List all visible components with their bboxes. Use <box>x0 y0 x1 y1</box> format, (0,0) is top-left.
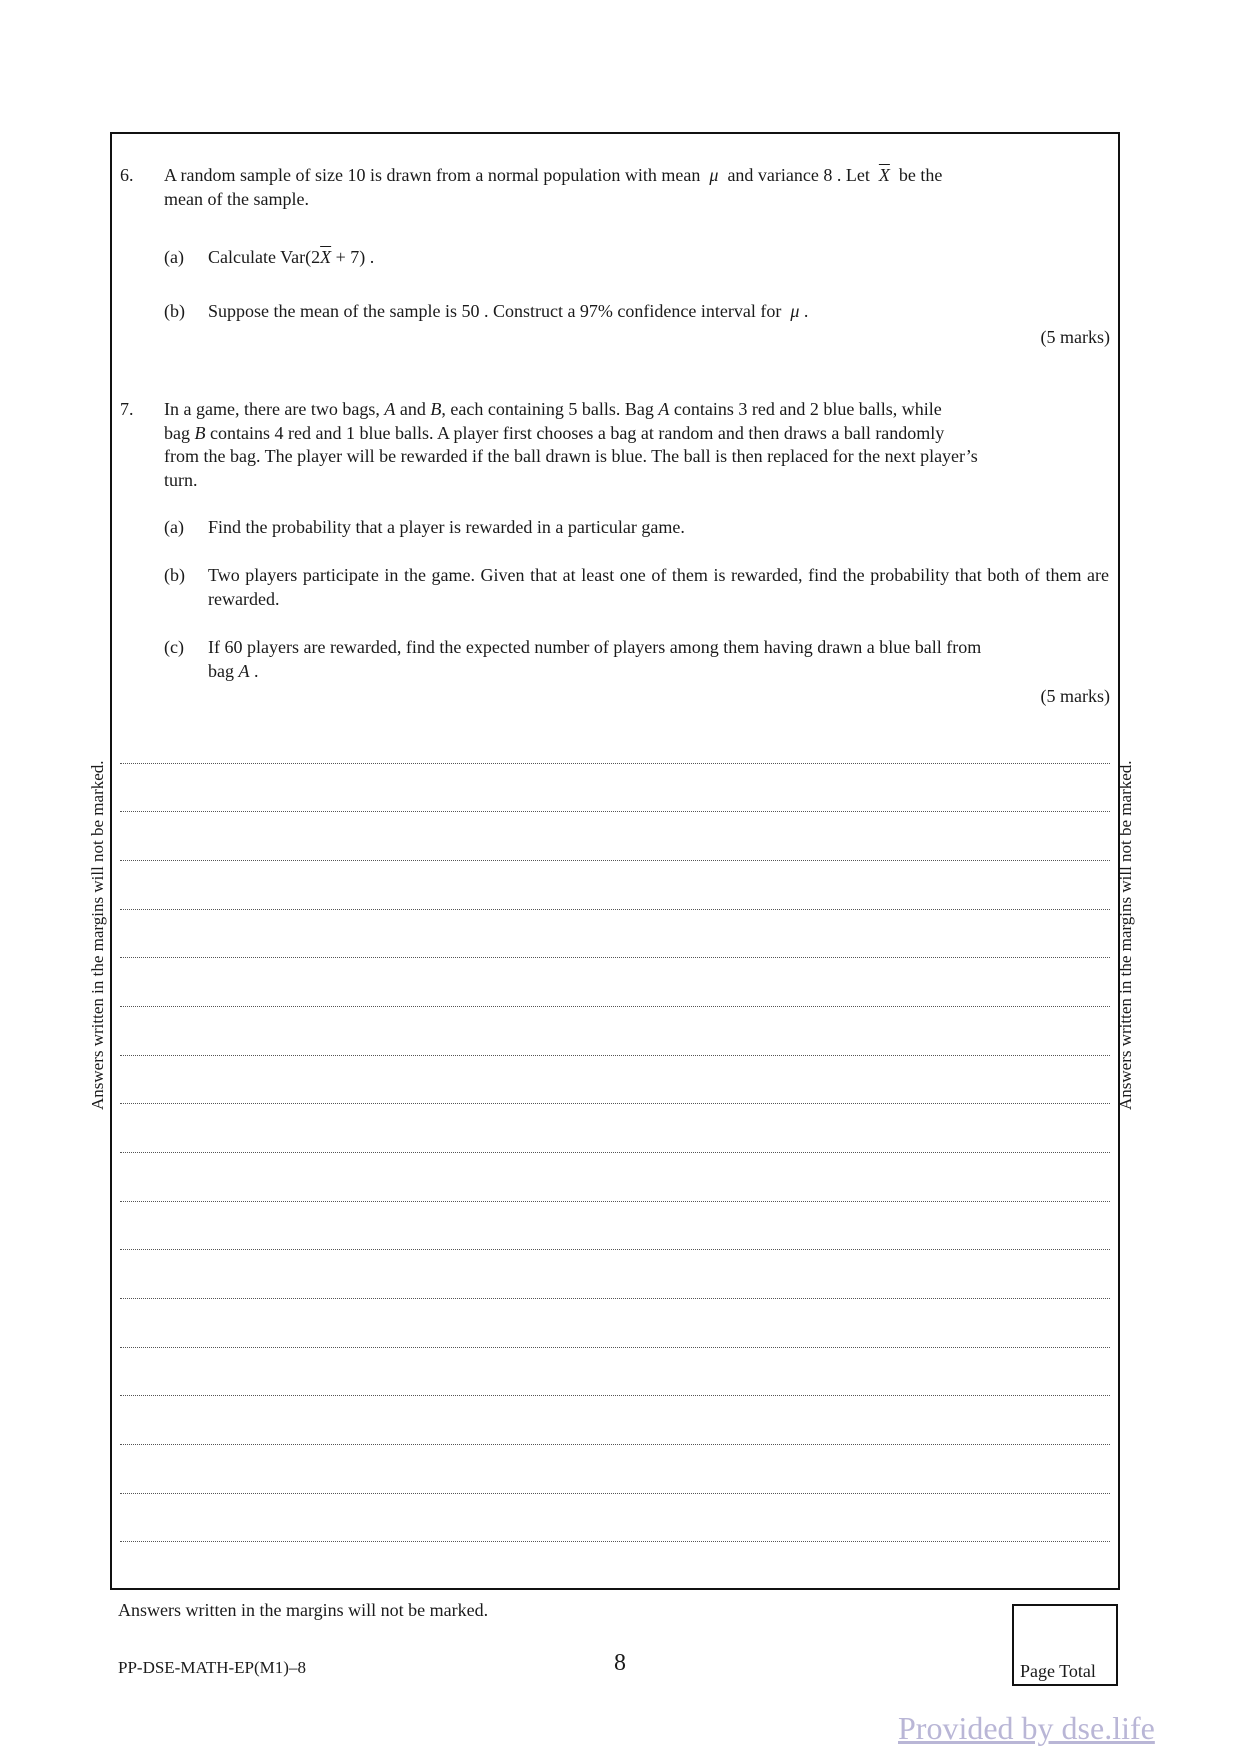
part-text <box>208 246 1109 270</box>
bag-b-symbol: B <box>430 399 442 419</box>
mu-symbol: μ <box>709 165 719 185</box>
q7-stem-text-2: , each containing 5 balls. Bag <box>441 399 654 419</box>
left-margin-note: Answers written in the margins will not be marked. <box>88 760 107 1110</box>
answer-line[interactable] <box>120 763 1110 764</box>
q6b-text-pre: Suppose the mean of the sample is 50 . Construct a 97% confidence interval for <box>208 301 782 321</box>
page-total-label: Page Total <box>1020 1661 1096 1681</box>
xbar-symbol: $\overline{X}$ <box>320 247 332 267</box>
right-margin-note: Answers written in the margins will not be marked. <box>1116 760 1135 1110</box>
part-text: Find the probability that a player is rewarded in a particular game. <box>208 517 685 537</box>
mu-symbol: μ <box>790 301 800 321</box>
q7-stem-and: and <box>399 399 426 419</box>
question-6-marks: (5 marks) <box>1040 327 1110 347</box>
q7-stem-text-3: contains 3 red and 2 blue balls, while <box>673 399 942 419</box>
q6a-text-post: + 7) . <box>331 247 375 267</box>
q7-stem-text-5: contains 4 red and 1 blue balls. A player first chooses a bag at random and then draws a ball randomly <box>210 422 945 443</box>
part-label: (b) <box>164 301 185 321</box>
answer-line[interactable] <box>120 1201 1110 1202</box>
question-7-stem <box>164 398 1109 492</box>
footer-margin-note: Answers written in the margins will not be marked. <box>118 1600 489 1620</box>
answer-line[interactable] <box>120 1055 1110 1056</box>
answer-line[interactable] <box>120 1006 1110 1007</box>
part-text <box>208 636 1109 683</box>
q6-stem-text-3: be the <box>898 165 943 185</box>
q6-stem-text-2: and variance 8 . Let <box>727 165 870 185</box>
q7-stem-text-6: from the bag. The player will be rewarded if the ball drawn is blue. The ball is then replaced for the next player’s <box>164 446 978 466</box>
answer-line[interactable] <box>120 1347 1110 1348</box>
bag-a-symbol: A <box>658 399 670 419</box>
part-text: Two players participate in the game. Given that at least one of them is rewarded, find the probability that both of them are rewarded. <box>208 565 1109 609</box>
q6b-text-post: . <box>799 301 809 321</box>
q6-stem-text-4: mean of the sample. <box>164 188 309 209</box>
bag-a-symbol: A <box>384 399 396 419</box>
answer-line[interactable] <box>120 1395 1110 1396</box>
question-6-number: 6. <box>120 165 134 185</box>
q7c-text-2: bag <box>208 660 234 681</box>
xbar-symbol: $\overline{X}$ <box>878 165 890 185</box>
answer-line[interactable] <box>120 1541 1110 1542</box>
answer-line[interactable] <box>120 1249 1110 1250</box>
answer-frame <box>110 132 1120 1590</box>
bag-b-symbol: B <box>194 422 206 443</box>
answer-line[interactable] <box>120 1152 1110 1153</box>
answer-line[interactable] <box>120 1103 1110 1104</box>
question-7-number: 7. <box>120 399 134 419</box>
paper-code: PP-DSE-MATH-EP(M1)–8 <box>118 1658 306 1677</box>
page-number: 8 <box>614 1650 626 1676</box>
provided-by-watermark[interactable]: Provided by dse.life <box>898 1710 1155 1746</box>
q7-stem-text-7: turn. <box>164 469 198 490</box>
answer-line[interactable] <box>120 909 1110 910</box>
answer-line[interactable] <box>120 811 1110 812</box>
q7c-text-1: If 60 players are rewarded, find the expected number of players among them having drawn a blue ball from <box>208 637 982 657</box>
answer-line[interactable] <box>120 1493 1110 1494</box>
q7c-text-3: . <box>249 660 259 681</box>
q6-stem-text: A random sample of size 10 is drawn from a normal population with mean <box>164 165 701 185</box>
answer-line[interactable] <box>120 1298 1110 1299</box>
part-label: (c) <box>164 637 184 657</box>
question-7-marks: (5 marks) <box>1040 686 1110 706</box>
bag-a-symbol: A <box>238 660 250 681</box>
answer-line[interactable] <box>120 860 1110 861</box>
question-6-stem <box>164 164 1109 211</box>
answer-line[interactable] <box>120 957 1110 958</box>
part-label: (b) <box>164 565 185 585</box>
q6a-text-pre: Calculate Var(2 <box>208 247 321 267</box>
part-label: (a) <box>164 517 184 537</box>
part-text <box>208 300 1109 324</box>
page-total-box[interactable] <box>1012 1604 1118 1686</box>
answer-line[interactable] <box>120 1444 1110 1445</box>
part-label: (a) <box>164 247 184 267</box>
q7-stem-text: In a game, there are two bags, <box>164 399 380 419</box>
q7-stem-text-4: bag <box>164 422 190 443</box>
